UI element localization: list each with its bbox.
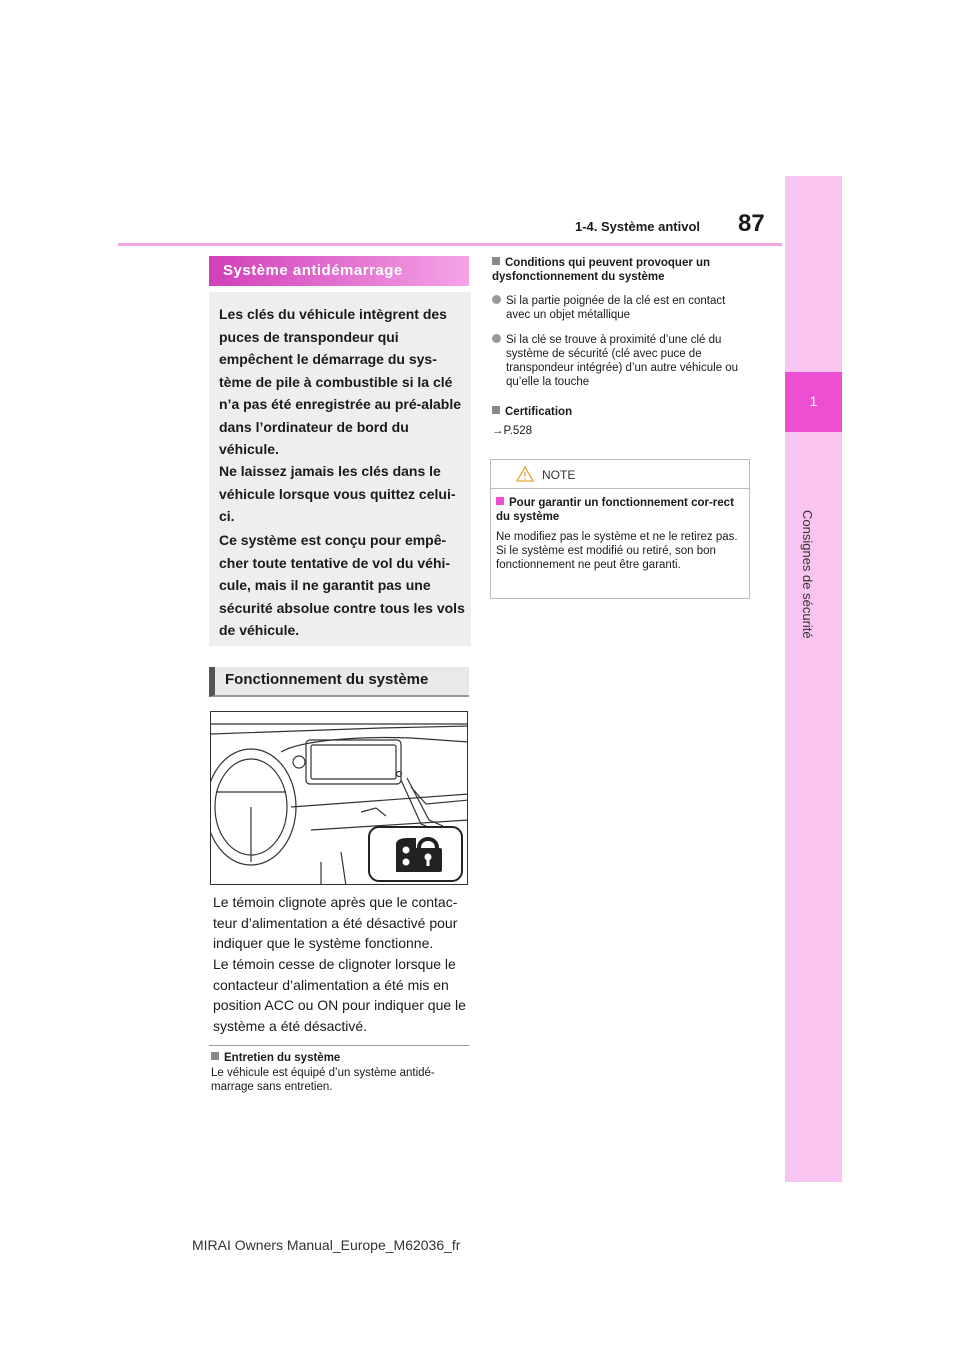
warning-triangle-icon <box>516 466 534 482</box>
certification-heading: Certification <box>492 405 754 419</box>
section-banner <box>209 256 469 286</box>
note-label: NOTE <box>542 468 576 482</box>
page-number: 87 <box>738 210 765 237</box>
note-box <box>490 459 750 599</box>
conditions-heading: Conditions qui peuvent provoquer un dysfonctionnement du système <box>492 257 711 283</box>
chapter-sidebar <box>785 176 842 1182</box>
dashboard-illustration <box>210 711 468 885</box>
circle-bullet-icon <box>492 334 501 343</box>
maintenance-text: Le véhicule est équipé d’un système antidé-marrage sans entretien. <box>211 1067 435 1093</box>
dashboard-drawing <box>211 712 468 885</box>
chapter-label: Consignes de sécurité <box>800 510 815 639</box>
body-paragraph: Le témoin cesse de clignoter lorsque le contacteur d’alimentation a été mis en position ACC ou ON pour indiquer que le système a été désactivé. <box>213 956 466 1034</box>
condition-text: Si la partie poignée de la clé est en contact avec un objet métallique <box>506 295 726 321</box>
immobilizer-indicator-icon <box>396 838 442 872</box>
footer-manual-title: MIRAI Owners Manual_Europe_M62036_fr <box>192 1237 461 1253</box>
intro-paragraph: Les clés du véhicule intègrent des puces de transpondeur qui empêchent le démarrage du sys-tème de pile à combustible si la clé n’a pas été enregistrée au pré-alable dans l’ordinateur de bord du véhicule. <box>219 306 461 457</box>
section-rule <box>209 1045 469 1046</box>
intro-box <box>209 292 471 646</box>
operation-heading-title: Fonctionnement du système <box>225 671 429 688</box>
body-paragraph: Le témoin clignote après que le contac-teur d’alimentation a été désactivé pour indiquer que le système fonctionne. <box>213 894 458 951</box>
operation-heading <box>209 667 469 697</box>
intro-paragraph: Ne laissez jamais les clés dans le véhicule lorsque vous quittez celui-ci. <box>219 463 456 524</box>
note-text: Ne modifiez pas le système et ne le retirez pas. Si le système est modifié ou retiré, son bon fonctionnement ne peut être garanti. <box>496 531 738 571</box>
square-bullet-icon <box>496 497 504 505</box>
square-bullet-icon <box>492 406 500 414</box>
section-header: 1-4. Système antivol <box>575 219 700 234</box>
circle-bullet-icon <box>492 295 501 304</box>
chapter-number: 1 <box>809 393 818 409</box>
header-divider <box>118 243 782 246</box>
banner-title: Système antidémarrage <box>223 262 403 279</box>
maintenance-heading: Entretien du système <box>211 1051 469 1065</box>
note-title: Pour garantir un fonctionnement cor-rect du système <box>496 497 734 523</box>
note-header <box>491 460 749 489</box>
square-bullet-icon <box>211 1052 219 1060</box>
intro-paragraph: Ce système est conçu pour empê-cher toute tentative de vol du véhi-cule, mais il ne garantit pas une sécurité absolue contre tous les vols de véhicule. <box>219 532 465 638</box>
square-bullet-icon <box>492 257 500 265</box>
condition-text: Si la clé se trouve à proximité d’une clé du système de sécurité (clé avec puce de transpondeur intégrée) d’un autre véhicule ou qu’elle la touche <box>506 334 739 388</box>
certification-link[interactable]: →P.528 <box>492 425 533 437</box>
